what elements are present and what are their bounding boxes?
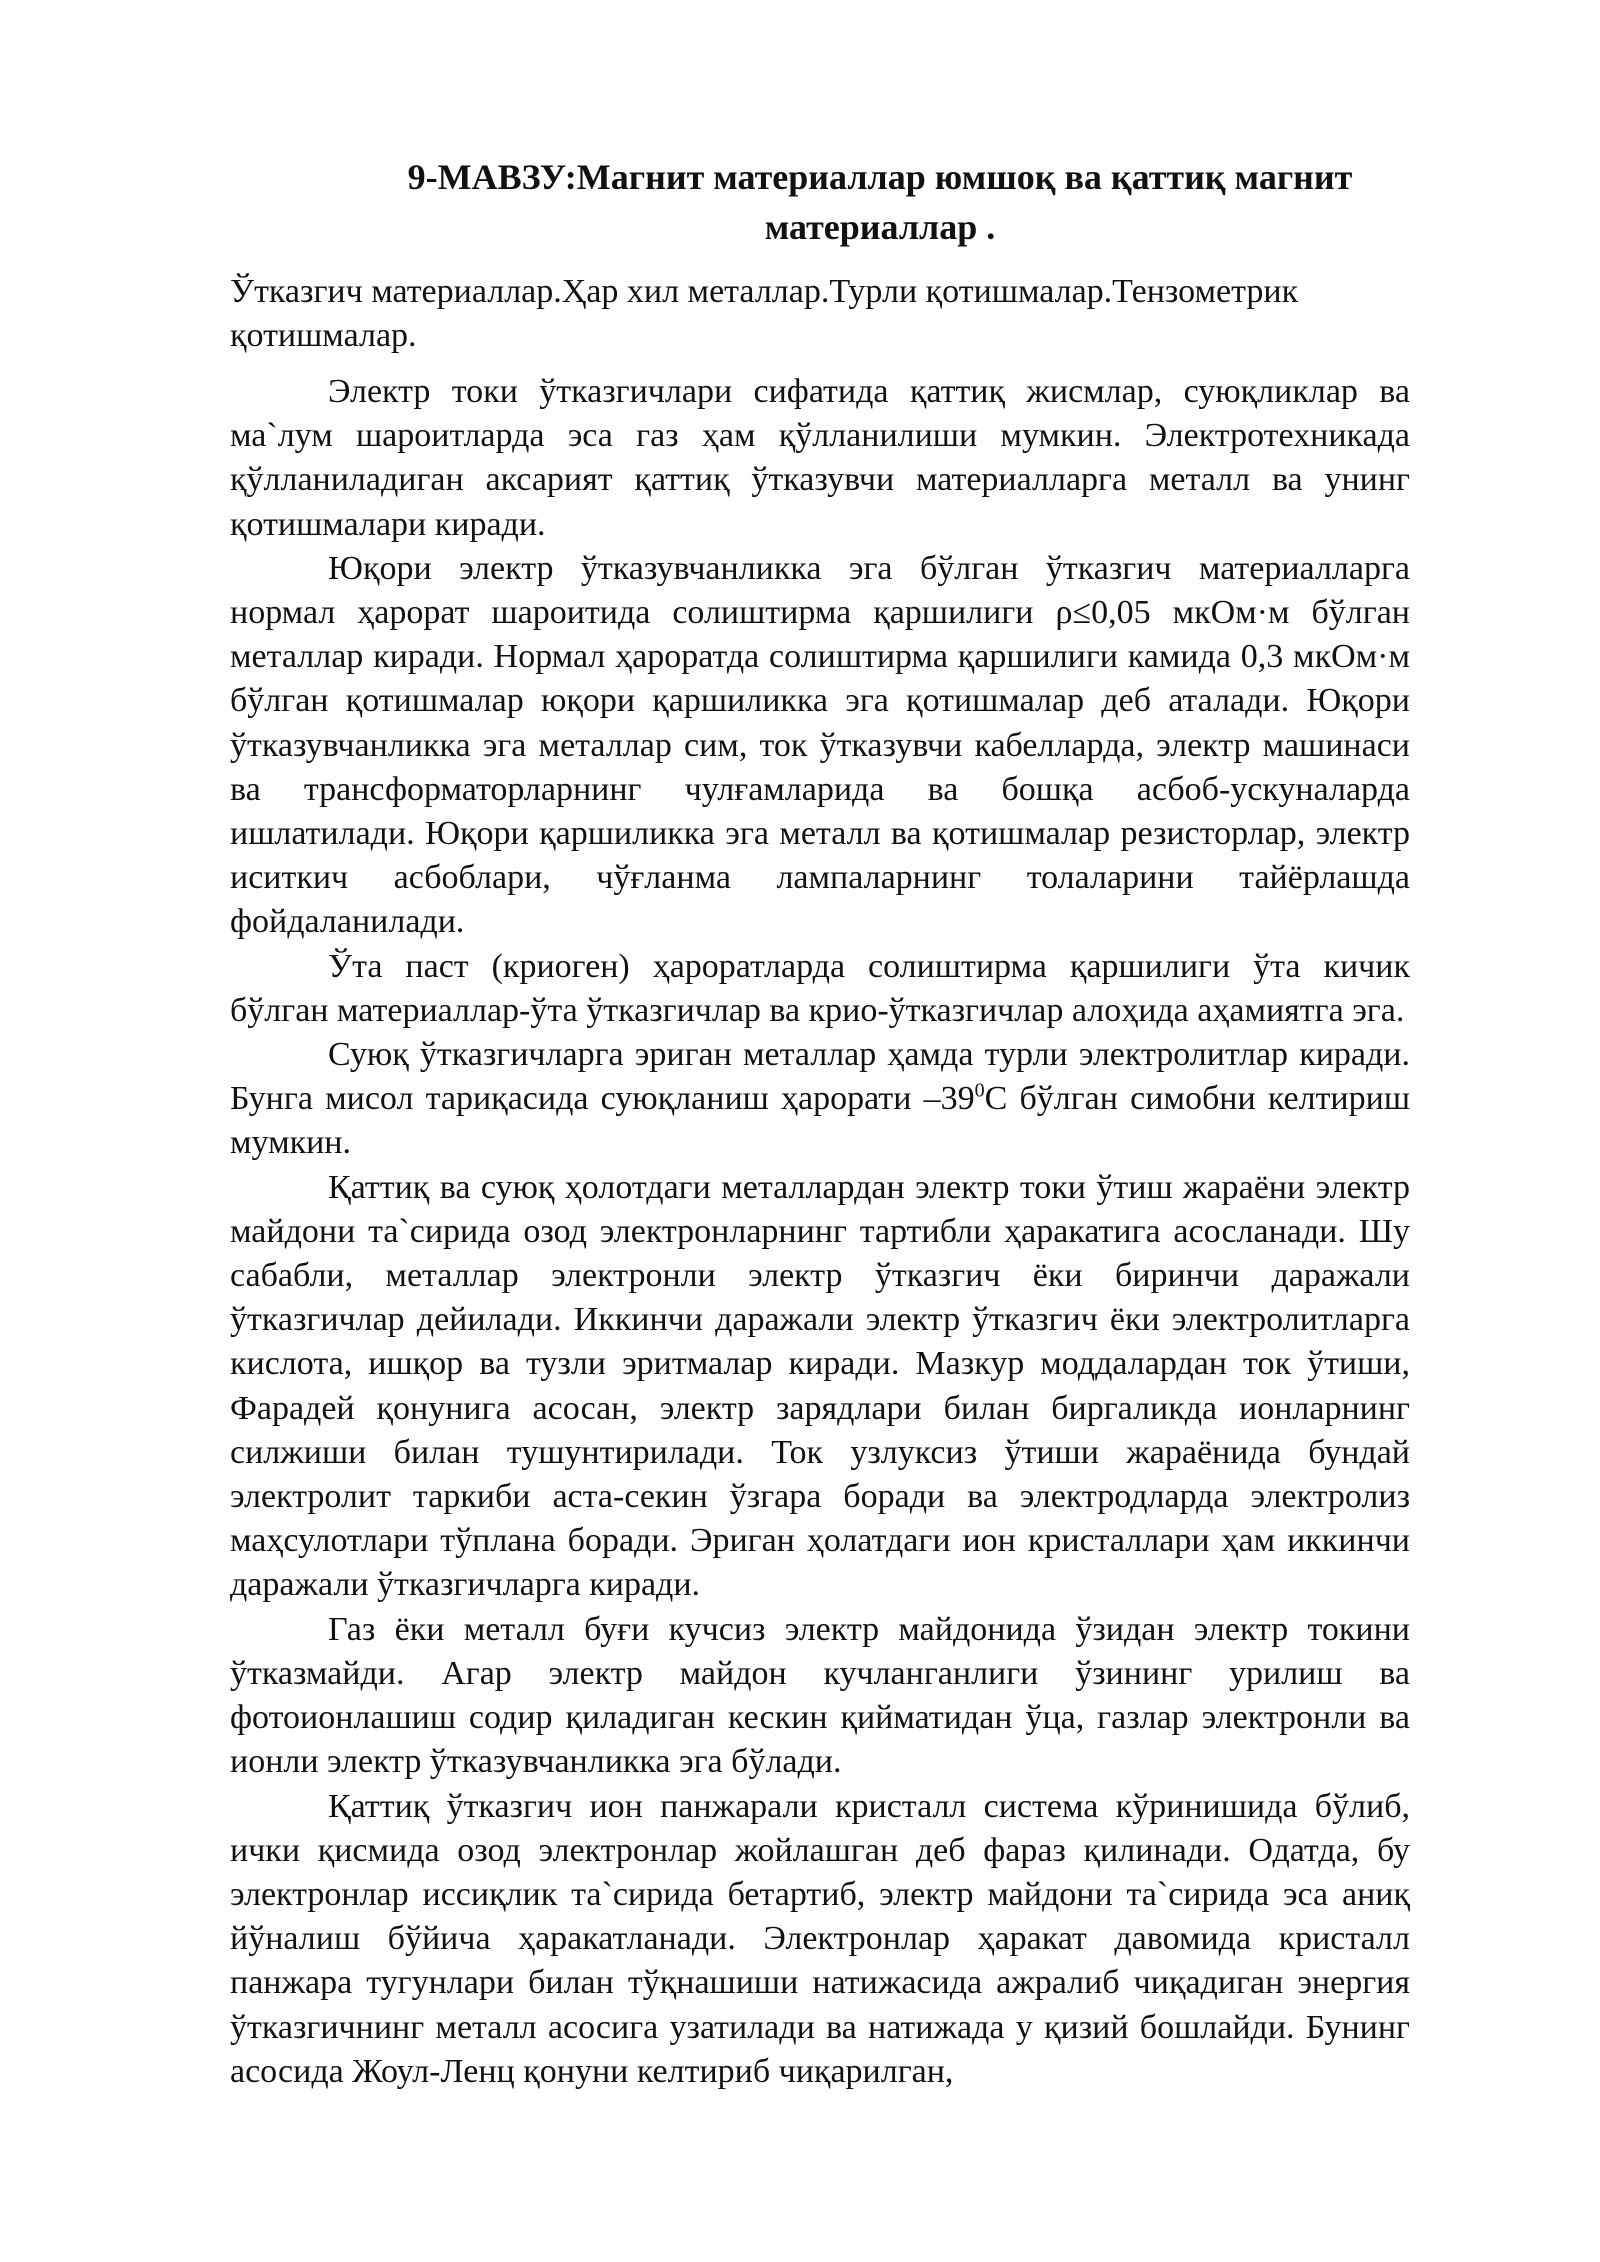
paragraph: Қаттиқ ва суюқ ҳолотдаги металлардан электр токи ўтиш жараёни электр майдони та`сирида озод электронларнинг тартибли ҳаракатига асосланади. Шу сабабли, металлар электронли электр ўтказгич ёки биринчи даражали ўтказгичлар дейилади. Иккинчи даражали электр ўтказгич ёки электролитларга кислота, ишқор ва тузли эритмалар киради. Мазкур моддалардан ток ўтиши, Фарадей қонунига асосан, электр зарядлари билан биргаликда ионларнинг силжиши билан тушунтирилади. Ток узлуксиз ўтиши жараёнида бундай электролит таркиби аста-секин ўзгара боради ва электродларда электролиз маҳсулотлари тўплана боради. Эриган ҳолатдаги ион кристаллари ҳам иккинчи даражали ўтказгичларга киради. [230, 1168, 1410, 1604]
paragraph: Қаттиқ ўтказгич ион панжарали кристалл система кўринишида бўлиб, ички қисмида озод электронлар жойлашган деб фараз қилинади. Одатда, бу электронлар иссиқлик та`сирида бетартиб, электр майдони та`сирида эса аниқ йўналиш бўйича ҳаракатланади. Электронлар ҳаракат давомида кристалл панжара тугунлари билан тўқнашиши натижасида ажралиб чиқадиган энергия ўтказгичнинг металл асосига узатилади ва натижада у қизий бошлайди. Бунинг асосида Жоул-Ленц қонуни келтириб чиқарилган, [230, 1787, 1410, 2090]
paragraph: Электр токи ўтказгичлари сифатида қаттиқ жисмлар, суюқликлар ва ма`лум шароитларда эса газ ҳам қўлланилиши мумкин. Электротехникада қўлланиладиган аксарият қаттиқ ўтказувчи материалларга металл ва унинг қотишмалари киради. [230, 373, 1410, 543]
paragraph-text-part: С бўлган симобни келтириш мумкин. [230, 1080, 1410, 1162]
paragraph-text-part: Суюқ ўтказгичларга эриган металлар ҳамда турли электролитлар киради. Бунга мисол тариқасида суюқланиш ҳарорати –39 [230, 1036, 1410, 1118]
document-title: 9-МАВЗУ:Магнит материаллар юмшоқ ва қаттиқ магнит материаллар . [407, 157, 1353, 247]
paragraph: Юқори электр ўтказувчанликка эга бўлган ўтказгич материалларга нормал ҳарорат шароитида солиштирма қаршилиги ρ≤0,05 мкОм·м бўлган металлар киради. Нормал ҳароратда солиштирма қаршилиги камида 0,3 мкОм·м бўлган қотишмалар юқори қаршиликка эга қотишмалар деб аталади. Юқори ўтказувчанликка эга металлар сим, ток ўтказувчи кабелларда, электр машинаси ва трансформаторларнинг чулғамларида ва бошқа асбоб-ускуналарда ишлатилади. Юқори қаршиликка эга металл ва қотишмалар резисторлар, электр иситкич асбоблари, чўғланма лампаларнинг толаларини тайёрлашда фойдаланилади. [230, 549, 1410, 941]
document-body [230, 370, 1410, 2094]
degree-superscript: 0 [974, 1079, 985, 1102]
paragraph [230, 1033, 1410, 1166]
paragraph: Газ ёки металл буғи кучсиз электр майдонида ўзидан электр токини ўтказмайди. Агар электр майдон кучланганлиги ўзининг урилиш ва фотоионлашиш содир қиладиган кескин қийматидан ўца, газлар электронли ва ионли электр ўтказувчанликка эга бўлади. [230, 1610, 1410, 1781]
section-subheading: Ўтказгич материаллар.Ҳар хил металлар.Турли қотишмалар.Тензометрик қотишмалар. [230, 273, 1299, 354]
paragraph: Ўта паст (криоген) ҳароратларда солиштирма қаршилиги ўта кичик бўлган материаллар-ўта ўтказгичлар ва крио-ўтказгичлар алоҳида аҳамиятга эга. [230, 947, 1410, 1029]
